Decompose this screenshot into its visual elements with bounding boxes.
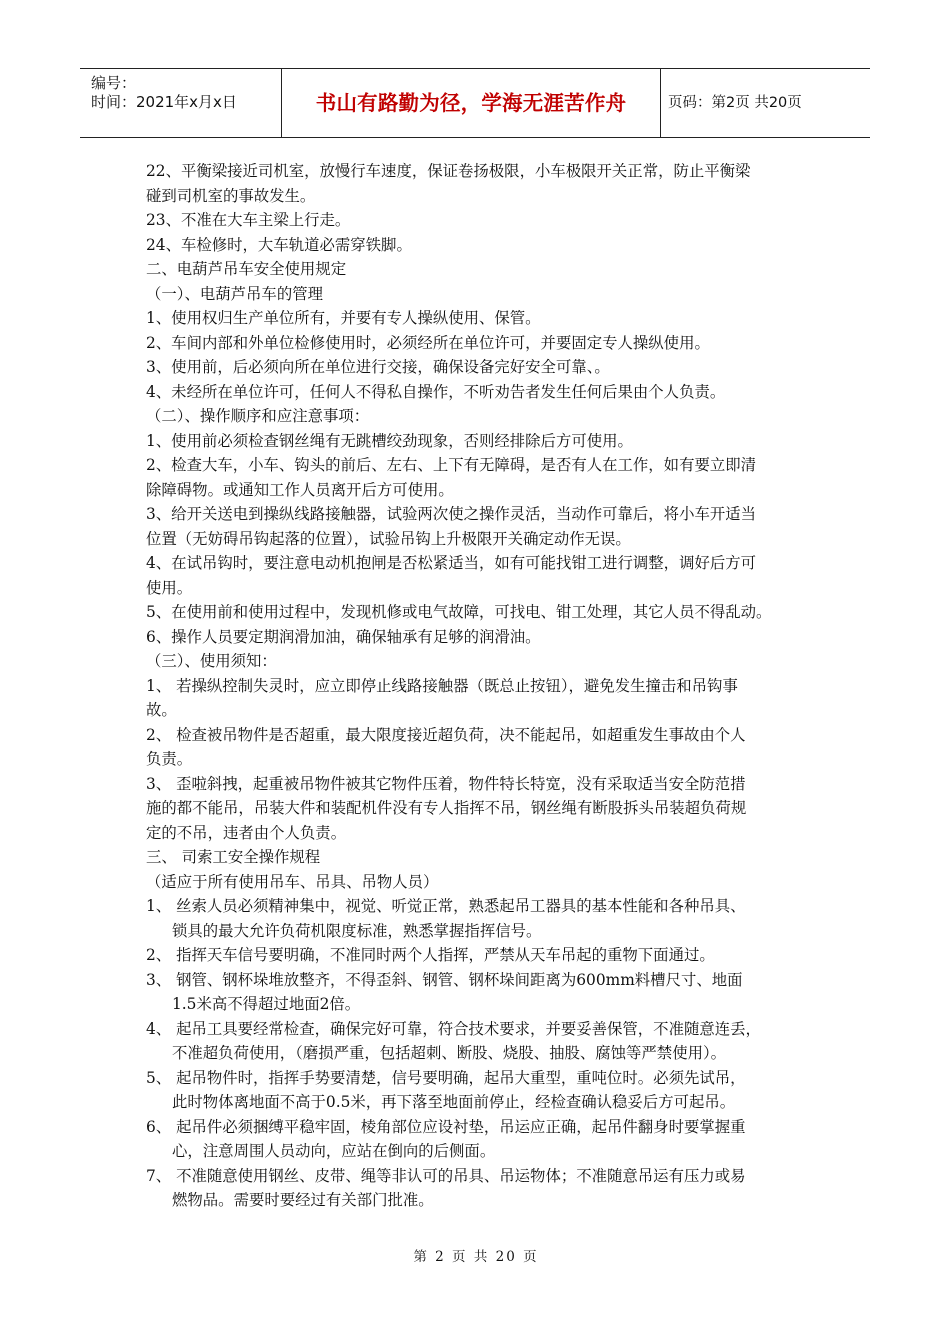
body-line: 燃物品。需要时要经过有关部门批准。	[172, 1191, 434, 1209]
body-line: 22、平衡梁接近司机室，放慢行车速度，保证卷扬极限，小车极限开关正常，防止平衡梁	[146, 162, 751, 180]
body-line: 2、 检查被吊物件是否超重，最大限度接近超负荷，决不能起吊，如超重发生事故由个人	[146, 725, 746, 744]
body-line: 碰到司机室的事故发生。	[146, 186, 316, 205]
body-line: 锁具的最大允许负荷机限度标准，熟悉掌握指挥信号。	[172, 921, 542, 940]
document-number-label: 编号：	[91, 74, 137, 92]
body-line: 3、 歪啦斜拽，起重被吊物件被其它物件压着，物件特长特宽，没有采取适当安全防范措	[146, 774, 746, 793]
body-line: 使用。	[146, 578, 193, 597]
header-motto-cell	[282, 69, 661, 137]
body-line: （一）、电葫芦吊车的管理	[146, 284, 323, 303]
body-line: 6、 起吊件必须捆缚平稳牢固，棱角部位应设衬垫，吊运应正确，起吊件翻身时要掌握重	[146, 1117, 746, 1136]
body-line: 2、检查大车，小车、钩头的前后、左右、上下有无障碍，是否有人在工作，如有要立即清	[146, 456, 757, 474]
body-line: 1、使用前必须检查钢丝绳有无跳槽绞劲现象，否则经排除后方可使用。	[146, 431, 633, 450]
body-line: 7、 不准随意使用钢丝、皮带、绳等非认可的吊具、吊运物体；不准随意吊运有压力或易	[146, 1166, 746, 1185]
document-date-label: 时间：2021年x月x日	[91, 93, 237, 111]
body-line: 1、使用权归生产单位所有，并要有专人操纵使用、保管。	[146, 309, 541, 327]
body-line: 心，注意周围人员动向，应站在倒向的后侧面。	[172, 1142, 496, 1160]
body-line: 24、车检修时，大车轨道必需穿铁脚。	[146, 235, 412, 254]
body-line: 4、 起吊工具要经常检查，确保完好可靠，符合技术要求，并要妥善保管，不准随意连丢，	[146, 1019, 761, 1038]
body-line: 6、操作人员要定期润滑加油，确保轴承有足够的润滑油。	[146, 627, 541, 646]
body-line: 5、 起吊物件时，指挥手势要清楚，信号要明确，起吊大重型，重吨位时。必须先试吊，	[146, 1068, 746, 1087]
body-line: 2、 指挥天车信号要明确，不准同时两个人指挥，严禁从天车吊起的重物下面通过。	[146, 946, 715, 964]
body-line: 4、在试吊钩时，要注意电动机抱闸是否松紧适当，如有可能找钳工进行调整，调好后方可	[146, 554, 757, 572]
body-line: 1、 丝索人员必须精神集中，视觉、听觉正常，熟悉起吊工器具的基本性能和各种吊具、	[146, 897, 746, 915]
body-line: 位置（无妨碍吊钩起落的位置），试验吊钩上升极限开关确定动作无误。	[146, 529, 631, 548]
body-line: 4、未经所在单位许可，任何人不得私自操作，不听劝告者发生任何后果由个人负责。	[146, 382, 726, 401]
body-line: 1.5米高不得超过地面2倍。	[172, 995, 361, 1013]
body-line: （二）、操作顺序和应注意事项：	[146, 407, 370, 425]
page-footer: 第 2 页 共 20 页	[413, 1249, 539, 1265]
body-line: 3、使用前，后必须向所在单位进行交接，确保设备完好安全可靠、。	[146, 358, 610, 376]
body-line: 三、 司索工安全操作规程	[146, 848, 321, 866]
body-line: 5、在使用前和使用过程中，发现机修或电气故障，可找电、钳工处理，其它人员不得乱动。	[146, 603, 772, 621]
body-line: 1、 若操纵控制失灵时，应立即停止线路接触器（既总止按钮），避免发生撞击和吊钩事	[146, 676, 738, 695]
body-line: 除障碍物。或通知工作人员离开后方可使用。	[146, 480, 454, 499]
header-motto: 书山有路勤为径，学海无涯苦作舟	[315, 91, 627, 115]
page-header	[80, 68, 870, 138]
body-line: 3、给开关送电到操纵线路接触器，试验两次使之操作灵活，当动作可靠后，将小车开适当	[146, 505, 757, 523]
body-line: 2、车间内部和外单位检修使用时，必须经所在单位许可，并要固定专人操纵使用。	[146, 333, 710, 352]
body-line: 定的不吊，违者由个人负责。	[146, 823, 347, 842]
body-line: 负责。	[146, 750, 193, 768]
body-line: （三）、使用须知：	[146, 652, 277, 670]
header-page-cell	[660, 69, 870, 137]
header-page-number: 页码：第2页 共20页	[668, 95, 802, 111]
body-line: 不准超负荷使用，（磨损严重，包括超刺、断股、烧股、抽股、腐蚀等严禁使用）。	[172, 1044, 727, 1062]
body-line: 23、不准在大车主梁上行走。	[146, 211, 351, 229]
body-line: 施的都不能吊，吊装大件和装配机件没有专人指挥不吊，钢丝绳有断股拆头吊装超负荷规	[146, 799, 747, 817]
body-line: 二、电葫芦吊车安全使用规定	[146, 260, 347, 278]
header-meta	[80, 69, 282, 137]
document-body	[146, 159, 826, 1213]
body-line: 3、 钢管、钢杯垛堆放整齐，不得歪斜、钢管、钢杯垛间距离为600mm料槽尺寸、地面	[146, 970, 743, 989]
body-line: （适应于所有使用吊车、吊具、吊物人员）	[146, 872, 439, 891]
body-line: 故。	[146, 701, 177, 719]
body-line: 此时物体离地面不高于0.5米，再下落至地面前停止，经检查确认稳妥后方可起吊。	[172, 1093, 736, 1111]
